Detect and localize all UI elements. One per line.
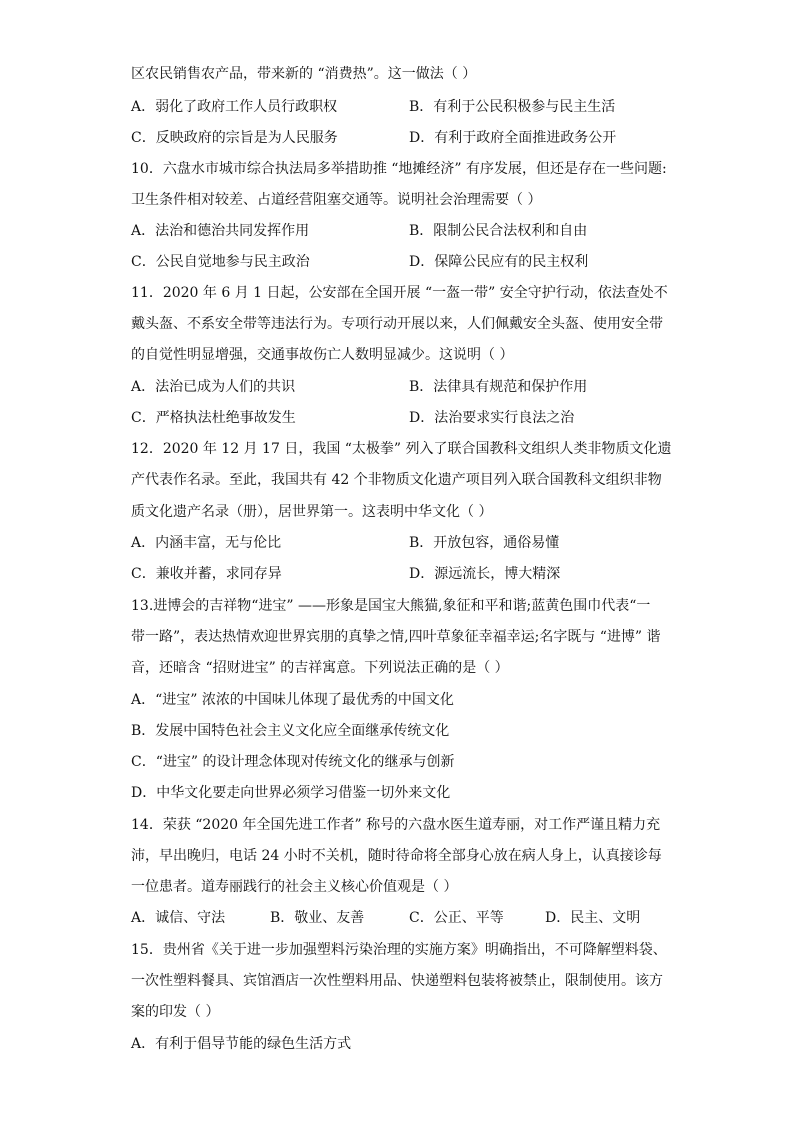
q13-stem-line-3: 音，还暗含 “招财进宝” 的吉祥寓意。下列说法正确的是（ ）	[131, 660, 509, 676]
q14-option-d: D．民主、文明	[545, 910, 641, 926]
q12-stem-line-2: 产代表作名录。至此，我国共有 42 个非物质文化遗产项目列入联合国教科文组织非物	[131, 472, 662, 488]
q15-stem-line-1: 15．贵州省《关于进一步加强塑料污染治理的实施方案》明确指出，不可降解塑料袋、	[131, 942, 667, 958]
q14-stem-line-2: 沛，早出晚归，电话 24 小时不关机，随时待命将全部身心放在病人身上，认真接诊每	[131, 848, 662, 864]
q12-stem-line-1: 12．2020 年 12 月 17 日，我国 “太极拳” 列入了联合国教科文组织人类非物质文化遗	[131, 441, 672, 457]
q13-option-b: B．发展中国特色社会主义文化应全面继承传统文化	[131, 723, 450, 739]
q14-option-b: B．敬业、友善	[270, 910, 365, 926]
q12-option-c: C．兼收并蓄，求同存异	[131, 566, 282, 582]
q10-stem-line-2: 卫生条件相对较差、占道经营阻塞交通等。说明社会治理需要（ ）	[131, 192, 542, 208]
q9-stem-line: 区农民销售农产品，带来新的 “消费热”。这一做法（ ）	[131, 66, 477, 82]
q9-option-d: D．有利于政府全面推进政务公开	[409, 130, 617, 146]
q9-option-c: C．反映政府的宗旨是为人民服务	[131, 130, 338, 146]
q13-stem-line-2: 带一路”，表达热情欢迎世界宾朋的真挚之情,四叶草象征幸福幸运;名字既与 “进博” 谐	[131, 629, 661, 645]
q13-option-d: D．中华文化要走向世界必须学习借鉴一切外来文化	[131, 785, 451, 801]
q13-option-c: C．“进宝” 的设计理念体现对传统文化的继承与创新	[131, 754, 455, 770]
q10-stem-line-1: 10．六盘水市城市综合执法局多举措助推 “地摊经济” 有序发展，但还是存在一些问题:	[131, 161, 667, 177]
q14-stem-line-3: 一位患者。道寿丽践行的社会主义核心价值观是（ ）	[131, 879, 458, 895]
q11-option-b: B．法律具有规范和保护作用	[409, 379, 588, 395]
q13-option-a: A．“进宝” 浓浓的中国味儿体现了最优秀的中国文化	[131, 692, 454, 708]
q10-option-a: A．法治和德治共同发挥作用	[131, 223, 310, 239]
q15-stem-line-2: 一次性塑料餐具、宾馆酒店一次性塑料用品、快递塑料包装将被禁止，限制使用。该方	[131, 973, 663, 989]
q11-option-d: D．法治要求实行良法之治	[409, 410, 575, 426]
q15-stem-line-3: 案的印发（ ）	[131, 1004, 220, 1020]
q11-stem-line-1: 11．2020 年 6 月 1 日起，公安部在全国开展 “一盔一带” 安全守护行动，依法查处不	[131, 285, 668, 301]
q14-option-c: C．公正、平等	[409, 910, 504, 926]
q14-option-a: A．诚信、守法	[131, 910, 226, 926]
q13-stem-line-1: 13.进博会的吉祥物“进宝” ——形象是国宝大熊猫,象征和平和谐;蓝黄色围巾代表“一	[131, 598, 651, 614]
q11-stem-line-3: 的自觉性明显增强，交通事故伤亡人数明显减少。这说明（ ）	[131, 347, 514, 363]
q11-option-c: C．严格执法杜绝事故发生	[131, 410, 296, 426]
q10-option-c: C．公民自觉地参与民主政治	[131, 254, 310, 270]
q10-option-d: D．保障公民应有的民主权利	[409, 254, 589, 270]
q9-option-a: A．弱化了政府工作人员行政职权	[131, 99, 338, 115]
q12-option-a: A．内涵丰富，无与伦比	[131, 535, 282, 551]
q14-stem-line-1: 14．荣获 “2020 年全国先进工作者” 称号的六盘水医生道寿丽，对工作严谨且精力充	[131, 817, 661, 833]
q12-stem-line-3: 质文化遗产名录（册），居世界第一。这表明中华文化（ ）	[131, 504, 493, 520]
q11-option-a: A．法治已成为人们的共识	[131, 379, 296, 395]
q12-option-b: B．开放包容，通俗易懂	[409, 535, 560, 551]
q9-option-b: B．有利于公民积极参与民主生活	[409, 99, 616, 115]
q11-stem-line-2: 戴头盔、不系安全带等违法行为。专项行动开展以来，人们佩戴安全头盔、使用安全带	[131, 316, 663, 332]
q12-option-d: D．源远流长，博大精深	[409, 566, 561, 582]
q10-option-b: B．限制公民合法权利和自由	[409, 223, 588, 239]
q15-option-a: A．有利于倡导节能的绿色生活方式	[131, 1036, 352, 1052]
